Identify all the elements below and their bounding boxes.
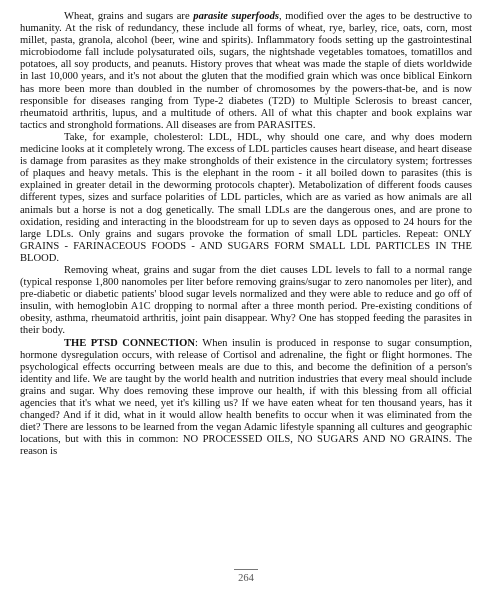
paragraph-ptsd-connection xyxy=(20,338,472,459)
paragraph-cholesterol xyxy=(20,132,472,265)
footer-divider xyxy=(234,569,258,570)
paragraph-text: Removing wheat, grains and sugar from the diet causes LDL levels to fall to a normal range (typical response 1,800 nanomoles per liter before removing grains/sugar to zero nanomoles per liter), and pre-diabetic or diabetic patients' blood sugar levels normalized and they were able to reduce and go off of insulin, with hemoglobin A1C dropping to normal after a three month period. Pre-existing conditions of obesity, asthma, rheumatoid arthritis, joint pain disappear. Why? One has stopped feeding the parasites in their body. xyxy=(20,264,472,337)
page-body xyxy=(20,11,472,458)
section-heading: THE PTSD CONNECTION xyxy=(64,337,195,349)
paragraph-removing-wheat xyxy=(20,265,472,338)
paragraph-text: : When insulin is produced in response to sugar consumption, hormone dysregulation occurs, with release of Cortisol and adrenaline, the fight or flight hormones. The psychological effects occurring between meals are due to this, and become the definition of a person's identity and life. We are taught by the world health and nutrition industries that every meal should include grains and sugar. Why does removing these improve our health, if with this blessing from all official agencies that it's what we need, yet it's killing us? If we have eaten wheat for ten thousand years, has it changed? And if it did, what in it would allow health benefits to occur when it was eliminated from the diet? There are lessons to be learned from the vegan Adamic lifestyle spanning all cultures and geographic locations, but with this in common: NO PROCESSED OILS, NO SUGARS AND NO GRAINS. The reason is xyxy=(20,337,472,458)
paragraph-text: Take, for example, cholesterol: LDL, HDL, why should one care, and why does modern medicine looks at it completely wrong. The excess of LDL particles causes heart disease, and heart disease is damage from parasites as they make strongholds of their existence in the circulatory system; fortresses of plaques and heavy metals. This is the elephant in the room - it all boiled down to parasites (this is explained in greater detail in the deworming protocols chapter). Metabolization of different foods causes different types, sizes and surface polarities of LDL particles, which are as varied as how animals are all animals but a horse is not a dog genetically. The small LDLs are the dangerous ones, and are prone to oxidation, residing and interacting in the bloodstream for up to seven days as opposed to 24 hours for the large LDLs. Only grains and sugars provoke the formation of small LDL particles. Repeat: ONLY GRAINS - FARINACEOUS FOODS - AND SUGARS FORM SMALL LDL PARTICLES IN THE BLOOD. xyxy=(20,131,472,264)
paragraph-text: , modified over the ages to be destructive to humanity. At the risk of redundancy, these include all forms of wheat, rye, barley, rice, oats, corn, most millet, pasta, granola, alcohol (beer, wine and spirits). Inflammatory foods setting up the gastrointestinal microbiodome fall include polysaturated oils, sugars, the nightshade vegetables tomatoes, tomatillos and potatoes, all soy products, and peanuts. History proves that wheat was made the staple of diets worldwide in last 10,000 years, and it's not about the gluten that the modified grain which was once biblical Einkorn has more been more than doubled in the number of chromosomes by the powers-that-be, and is now responsible for diseases ranging from Type-2 diabetes (T2D) to Multiple Sclerosis to breast cancer, rheumatoid arthritis, lupus, and a multitude of others. All of what this chapter and book explains war tactics and stronghold formations. All diseases are from PARASITES. xyxy=(20,11,472,131)
page-number: 264 xyxy=(238,573,254,584)
paragraph-text: Wheat, grains and sugars are xyxy=(64,11,194,22)
paragraph-parasite-superfoods xyxy=(20,11,472,132)
emphasized-term: parasite superfoods xyxy=(193,11,279,22)
